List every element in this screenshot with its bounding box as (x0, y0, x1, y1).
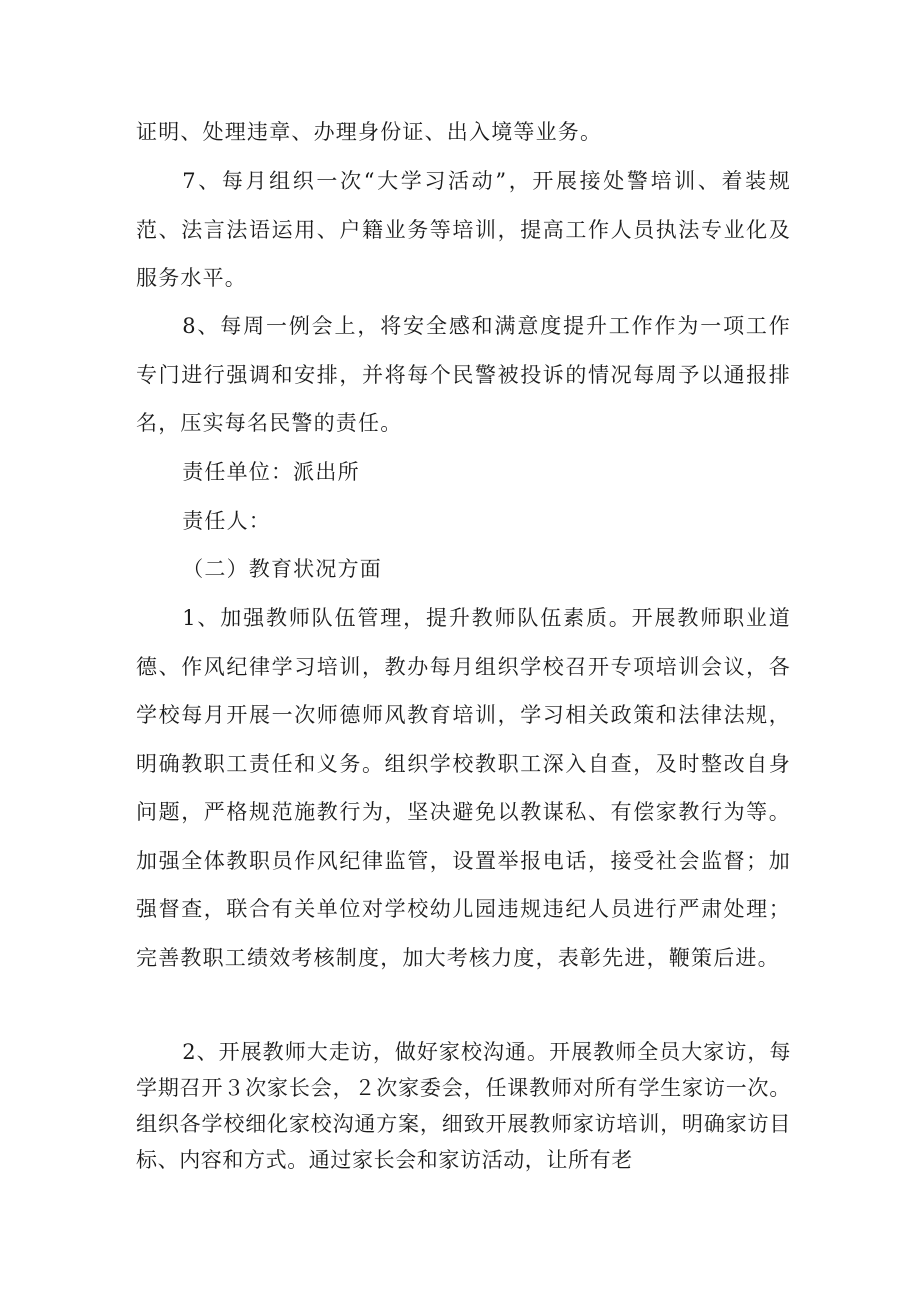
paragraph-item-2: 2、开展教师大走访，做好家校沟通。开展教师全员大家访，每学期召开３次家长会，２次家委会，任课教师对所有学生家访一次。组织各学校细化家校沟通方案，细致开展教师家访培训，明确家访目标、内容和方式。通过家长会和家访活动，让所有老 (136, 1040, 791, 1172)
responsible-unit: 责任单位：派出所 (182, 460, 360, 484)
paragraph-item-8: 8、每周一例会上，将安全感和满意度提升工作作为一项工作专门进行强调和安排，并将每个民警被投诉的情况每周予以通报排名，压实每名民警的责任。 (136, 314, 791, 435)
paragraph-continuation: 证明、处理违章、办理身份证、出入境等业务。 (136, 120, 603, 144)
section-heading-education: （二）教育状况方面 (182, 557, 382, 581)
paragraph-item-1: 1、加强教师队伍管理，提升教师队伍素质。开展教师职业道德、作风纪律学习培训，教办每月组织学校召开专项培训会议，各学校每月开展一次师德师风教育培训，学习相关政策和法律法规，明确教职工责任和义务。组织学校教职工深入自查，及时整改自身问题，严格规范施教行为，坚决避免以教谋私、有偿家教行为等。加强全体教职员作风纪律监管，设置举报电话，接受社会监督；加强督查，联合有关单位对学校幼儿园违规违纪人员进行严肃处理；完善教职工绩效考核制度，加大考核力度，表彰先进，鞭策后进。 (136, 606, 791, 970)
paragraph-item-7: 7、每月组织一次“大学习活动”，开展接处警培训、着装规范、法言法语运用、户籍业务等培训，提高工作人员执法专业化及服务水平。 (136, 169, 791, 290)
responsible-person: 责任人： (182, 509, 271, 533)
